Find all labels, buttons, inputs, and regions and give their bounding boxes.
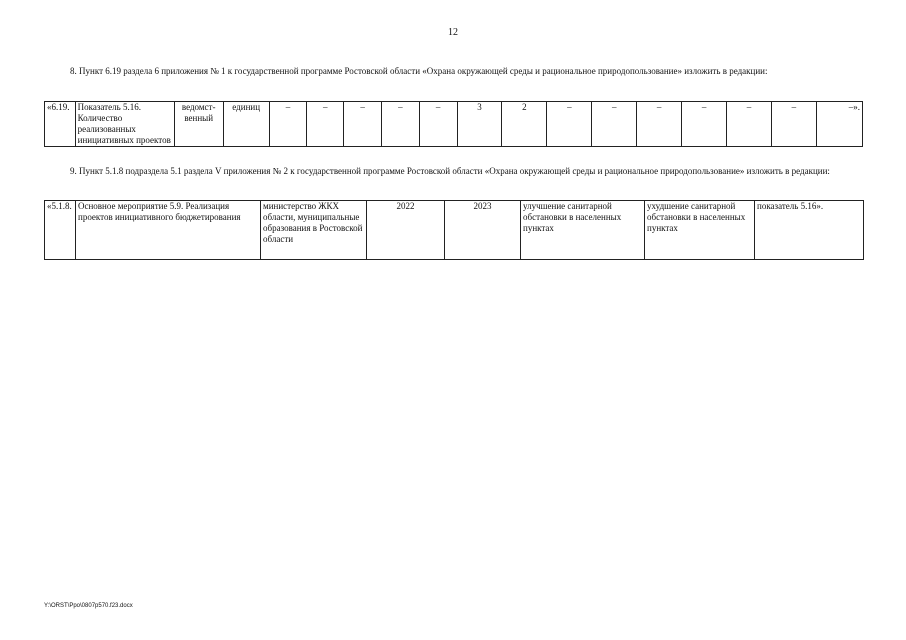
paragraph-8-text: 8. Пункт 6.19 раздела 6 приложения № 1 к государственной программе Ростовской области «Охрана окружающей среды и рациональное природопользование» изложить в редакции: [70, 66, 768, 76]
table-cell: – [592, 102, 637, 147]
table-cell: –». [816, 102, 862, 147]
page-number: 12 [448, 27, 458, 38]
table-cell: Показатель 5.16. Количество реализованных инициативных проектов [75, 102, 174, 147]
table-row [45, 201, 864, 260]
table-cell: единиц [223, 102, 269, 147]
file-path-footer: Y:\ORST\Ppo\0807p570.f23.docx [44, 603, 133, 609]
paragraph-9 [44, 166, 864, 177]
table-cell: – [419, 102, 457, 147]
indicator-table [44, 101, 863, 147]
table-cell: 3 [457, 102, 502, 147]
table-cell: ухудшение санитарной обстановки в населенных пунктах [645, 201, 755, 260]
measure-table [44, 200, 864, 260]
table-cell: – [307, 102, 344, 147]
table-cell: – [637, 102, 682, 147]
table-cell: улучшение санитарной обстановки в населенных пунктах [521, 201, 645, 260]
paragraph-9-text: 9. Пункт 5.1.8 подраздела 5.1 раздела V приложения № 2 к государственной программе Ростовской области «Охрана окружающей среды и рациональное природопользование» изложить в редакции: [70, 166, 830, 176]
table-cell: 2 [502, 102, 547, 147]
table-cell: показатель 5.16». [755, 201, 864, 260]
table-cell: министерство ЖКХ области, муниципальные образования в Ростовской области [261, 201, 367, 260]
table-cell: – [344, 102, 382, 147]
table-cell: – [682, 102, 727, 147]
table-cell: – [381, 102, 419, 147]
table-cell: «6.19. [45, 102, 76, 147]
table-cell: «5.1.8. [45, 201, 76, 260]
table-cell: – [547, 102, 592, 147]
table-cell: – [771, 102, 816, 147]
table-cell: 2023 [445, 201, 521, 260]
table-cell: – [269, 102, 307, 147]
table-cell: – [727, 102, 772, 147]
table-cell: 2022 [367, 201, 445, 260]
table-cell: ведомст-венный [174, 102, 223, 147]
table-cell: Основное мероприятие 5.9. Реализация проектов инициативного бюджетирования [76, 201, 261, 260]
table-row [45, 102, 863, 147]
paragraph-8 [44, 66, 864, 77]
